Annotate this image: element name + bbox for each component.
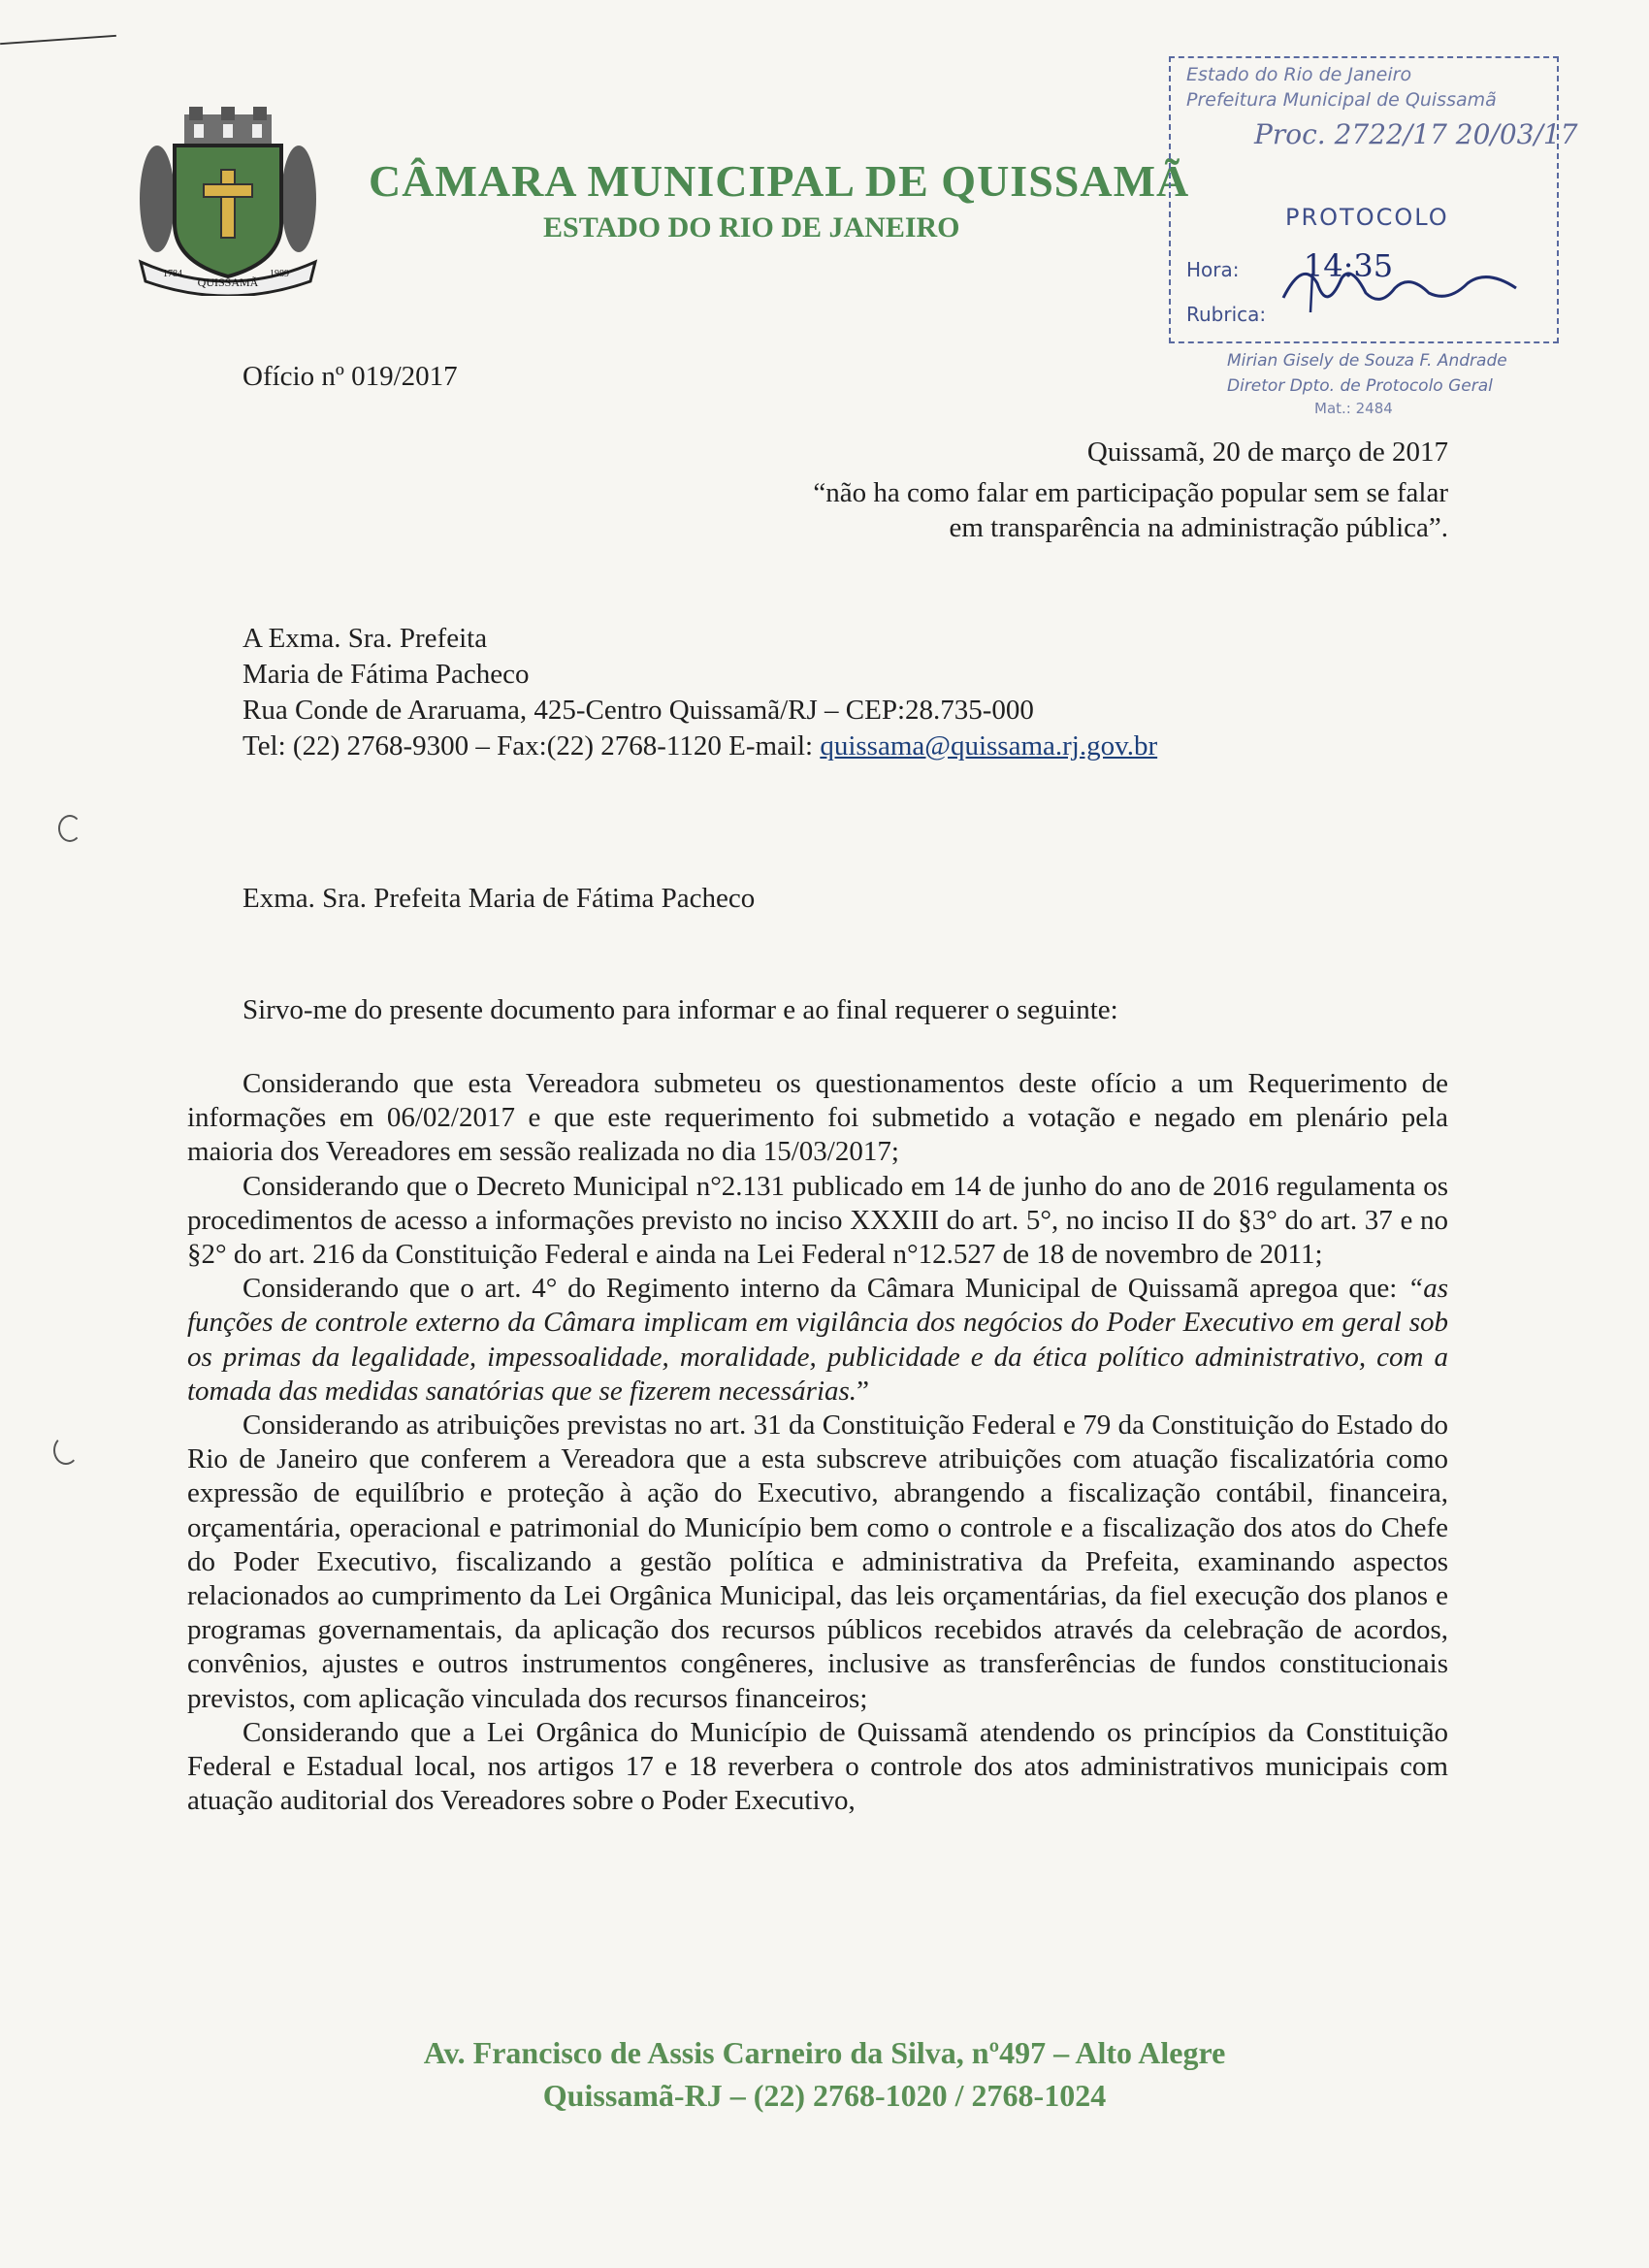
crest-year-left: 1784 xyxy=(163,269,182,279)
stamp-hora-value: 14:35 xyxy=(1303,247,1394,284)
body-text xyxy=(187,1067,1448,1818)
stamp-name: Mirian Gisely de Souza F. Andrade xyxy=(1227,351,1507,371)
footer-address: Av. Francisco de Assis Carneiro da Silva, nº497 – Alto Alegre xyxy=(423,2035,1226,2070)
paragraph-3 xyxy=(187,1272,1448,1409)
stamp-proc: Proc. 2722/17 20/03/17 xyxy=(1254,118,1578,150)
salutation: Exma. Sra. Prefeita Maria de Fátima Pacheco xyxy=(242,883,756,914)
recipient-line2: Maria de Fátima Pacheco xyxy=(242,659,530,690)
paragraph-2: Considerando que o Decreto Municipal n°2.131 publicado em 14 de junho do ano de 2016 regulamenta os procedimentos de acesso a informações previsto no inciso XXXIII do art. 5°, no inciso II do §3° do art. 37 e no §2° do art. 216 da Constituição Federal e ainda na Lei Federal n°12.527 de 18 de novembro de 2011; xyxy=(187,1170,1448,1271)
email-link[interactable]: quissama@quissama.rj.gov.br xyxy=(820,730,1158,761)
stamp-line1: Estado do Rio de Janeiro xyxy=(1186,64,1412,85)
recipient-line1: A Exma. Sra. Prefeita xyxy=(242,623,488,654)
recipient-line4 xyxy=(242,729,1157,764)
stamp-matricula: Mat.: 2484 xyxy=(1314,400,1393,417)
epigraph: “não ha como falar em participação popular sem se falar em transparência na administração pública”. xyxy=(813,477,1448,543)
scan-mark-left-2 xyxy=(53,1436,79,1465)
stamp-rubrica-label: Rubrica: xyxy=(1186,303,1267,326)
paragraph-5: Considerando que a Lei Orgânica do Município de Quissamã atendendo os princípios da Constituição Federal e Estadual local, nos artigos 17 e 18 reverbera o controle dos atos administrativos municipais com atuação auditorial dos Vereadores sobre o Poder Executivo, xyxy=(187,1716,1448,1817)
institution-state: ESTADO DO RIO DE JANEIRO xyxy=(543,211,960,243)
crest-crown xyxy=(184,107,272,144)
scan-mark-left-1 xyxy=(58,815,81,842)
crest-banner-text: QUISSAMÃ xyxy=(197,275,259,289)
coat-of-arms-icon xyxy=(136,107,320,296)
paragraph-3-close: ” xyxy=(857,1375,869,1407)
footer-phone: Quissamã-RJ – (22) 2768-1020 / 2768-1024 xyxy=(542,2078,1107,2113)
stamp-role: Diretor Dpto. de Protocolo Geral xyxy=(1227,376,1493,396)
intro-line: Sirvo-me do presente documento para informar e ao final requerer o seguinte: xyxy=(242,994,1118,1025)
stamp-line2: Prefeitura Municipal de Quissamã xyxy=(1186,89,1497,111)
crest-cross-vertical xyxy=(221,170,235,238)
paragraph-1: Considerando que esta Vereadora submeteu os questionamentos deste ofício a um Requerimento de informações em 06/02/2017 e que este requerimento foi submetido a votação e negado em plenário pela maioria dos Vereadores em sessão realizada no dia 15/03/2017; xyxy=(187,1068,1448,1168)
signature-icon xyxy=(1274,254,1526,322)
oficio-number: Ofício nº 019/2017 xyxy=(242,361,458,392)
institution-name: CÂMARA MUNICIPAL DE QUISSAMÃ xyxy=(369,156,1190,206)
stamp-rubrica xyxy=(1186,303,1266,326)
stamp-title: PROTOCOLO xyxy=(1285,204,1449,231)
stamp-hora-label: Hora: xyxy=(1186,258,1240,281)
protocol-stamp xyxy=(1169,49,1578,417)
paragraph-3-quote: “as funções de controle externo da Câmara implicam em vigilância dos negócios do Poder Executivo em geral sob os primas da legalidade, impessoalidade, moralidade, publicidade e da ética político administrativo, com a tomada das medidas sanatórias que se fizerem necessárias. xyxy=(187,1273,1448,1407)
date-line: Quissamã, 20 de março de 2017 xyxy=(1086,437,1448,468)
paragraph-4: Considerando as atribuições previstas no art. 31 da Constituição Federal e 79 da Constituição do Estado do Rio de Janeiro que conferem a Vereadora que a esta subscreve atribuições com atuação fiscalizatória como expressão de equilíbrio e proteção à ação do Executivo, abrangendo a fiscalização contábil, financeira, orçamentária, operacional e patrimonial do Município bem como o controle e a fiscalização dos atos do Chefe do Poder Executivo, fiscalizando a gestão política e administrativa da Prefeita, examinando aspectos relacionados ao cumprimento da Lei Orgânica Municipal, das leis orçamentárias, da fiel execução dos planos e programas governamentais, da aplicação dos recursos públicos recebidos através da celebração de acordos, convênios, ajustes e outros instrumentos congêneres, inclusive as transferências de fundos constitucionais previstos, com aplicação vinculada dos recursos financeiros; xyxy=(187,1409,1448,1714)
stamp-header xyxy=(1186,62,1578,150)
crest-year-right: 1989 xyxy=(270,269,289,279)
recipient-contact: Tel: (22) 2768-9300 – Fax:(22) 2768-1120 E-mail: xyxy=(242,730,821,761)
recipient-line3: Rua Conde de Araruama, 425-Centro Quissamã/RJ – CEP:28.735-000 xyxy=(242,695,1034,726)
paragraph-3-lead: Considerando que o art. 4° do Regimento interno da Câmara Municipal de Quissamã apregoa que: xyxy=(242,1273,1408,1305)
recipient-block xyxy=(242,621,1157,764)
scan-mark-top-left xyxy=(0,35,116,45)
crest-cross-horizontal xyxy=(204,184,252,197)
